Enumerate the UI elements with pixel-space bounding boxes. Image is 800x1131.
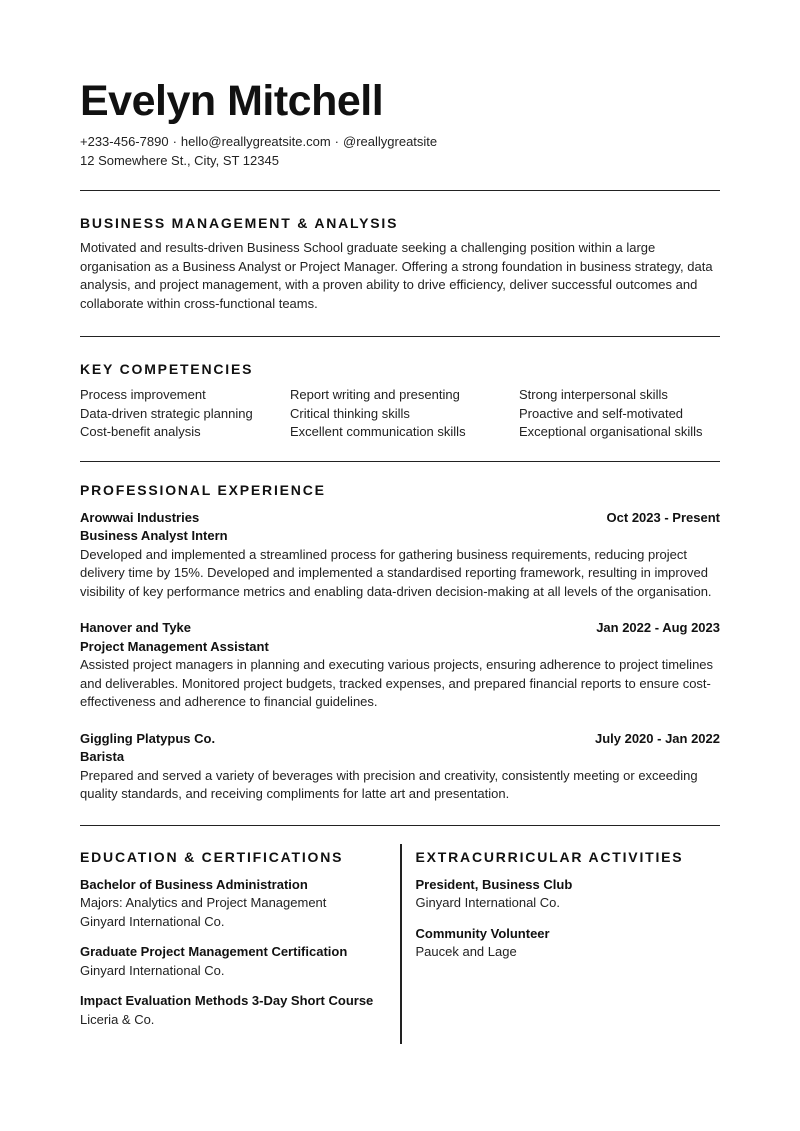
competency-item: Process improvement: [80, 387, 206, 402]
contact-info: [80, 132, 720, 170]
extracurricular-title: EXTRACURRICULAR ACTIVITIES: [415, 848, 684, 865]
competencies-column: [80, 386, 290, 442]
competencies-title: KEY COMPETENCIES: [80, 361, 254, 377]
resume-content: [80, 74, 720, 1044]
section-divider: [80, 461, 720, 462]
email-address: hello@reallygreatsite.com: [180, 134, 331, 149]
job-entry: [80, 509, 720, 602]
education-entry-title: Impact Evaluation Methods 3-Day Short Course: [80, 993, 374, 1008]
job-company: Arowwai Industries: [80, 509, 200, 525]
job-description: Prepared and served a variety of beverages with precision and creativity, consistently meeting or exceeding quality standards, and receiving compliments for latte art and presentation.: [80, 767, 698, 801]
job-header: [80, 619, 720, 638]
experience-list: [80, 509, 720, 804]
job-description: Assisted project managers in planning and executing various projects, ensuring adherence to project timelines and deliverables. Monitored project budgets, tracked expenses, and prepared financial reports to ensure cost-effectiveness and adherence to financial guidelines.: [80, 657, 714, 709]
bottom-columns: [80, 844, 720, 1044]
education-section: [80, 844, 385, 1044]
job-entry: [80, 730, 720, 804]
job-header: [80, 509, 720, 528]
education-entry-title: Graduate Project Management Certification: [80, 944, 348, 959]
phone-number: +233-456-7890: [80, 134, 169, 149]
contact-separator: ·: [172, 134, 177, 149]
job-company: Hanover and Tyke: [80, 620, 192, 635]
competency-item: Exceptional organisational skills: [519, 424, 703, 439]
social-handle: @reallygreatsite: [343, 134, 438, 149]
extracurricular-entry-line: Paucek and Lage: [415, 944, 517, 959]
street-address: 12 Somewhere St., City, ST 12345: [80, 153, 279, 168]
education-entry: [80, 943, 385, 980]
education-entry: [80, 992, 385, 1029]
extracurricular-entry-title: President, Business Club: [415, 876, 573, 892]
education-entry-title: Bachelor of Business Administration: [80, 876, 308, 892]
job-dates: Jan 2022 - Aug 2023: [596, 620, 720, 635]
job-role: Business Analyst Intern: [80, 528, 228, 543]
job-dates: Oct 2023 - Present: [606, 509, 720, 525]
education-title: EDUCATION & CERTIFICATIONS: [80, 848, 344, 865]
contact-separator: ·: [334, 134, 340, 149]
competency-item: Strong interpersonal skills: [519, 387, 668, 402]
section-divider: [80, 336, 720, 337]
extracurricular-list: [416, 876, 721, 962]
education-entry-line: Ginyard International Co.: [80, 962, 225, 978]
education-entry-line: Ginyard International Co.: [80, 913, 225, 929]
job-role: Project Management Assistant: [80, 638, 269, 654]
section-divider: [80, 190, 720, 191]
education-entry-line: Majors: Analytics and Project Management: [80, 895, 327, 910]
competency-item: Critical thinking skills: [290, 405, 410, 421]
extracurricular-entry: [416, 876, 721, 913]
education-entry: [80, 876, 385, 932]
contact-line: [80, 132, 720, 151]
job-dates: July 2020 - Jan 2022: [594, 730, 720, 746]
extracurricular-section: [416, 844, 721, 1044]
competency-item: Report writing and presenting: [290, 387, 460, 402]
experience-title: PROFESSIONAL EXPERIENCE: [80, 481, 326, 498]
job-company: Giggling Platypus Co.: [80, 730, 216, 746]
competency-item: Proactive and self-motivated: [519, 405, 684, 421]
job-entry: [80, 619, 720, 712]
competency-item: Data-driven strategic planning: [80, 405, 253, 421]
competencies-column: [519, 386, 720, 442]
competency-item: Excellent communication skills: [290, 424, 466, 439]
extracurricular-entry-title: Community Volunteer: [415, 925, 550, 941]
competencies-grid: [80, 386, 720, 442]
summary-text: Motivated and results-driven Business School graduate seeking a challenging position within a large organisation as a Business Analyst or Project Manager. Offering a strong foundation in business strategy, data analysis, and project management, with a proven ability to drive efficiency, deliver successful outcomes and collaborate within cross-functional teams.: [80, 240, 713, 311]
extracurricular-entry: [416, 925, 721, 962]
column-divider: [400, 844, 402, 1044]
job-role: Barista: [80, 749, 125, 764]
education-list: [80, 876, 385, 1030]
summary-title: BUSINESS MANAGEMENT & ANALYSIS: [80, 215, 399, 231]
extracurricular-entry-line: Ginyard International Co.: [415, 895, 561, 910]
candidate-name: Evelyn Mitchell: [80, 77, 384, 125]
competency-item: Cost-benefit analysis: [80, 424, 201, 439]
competencies-column: [290, 386, 519, 442]
job-header: [80, 730, 720, 749]
section-divider: [80, 825, 720, 826]
job-description: Developed and implemented a streamlined process for gathering business requirements, reducing project delivery time by 15%. Developed and implemented a standardised reporting framework, resulting in improved visibility of key performance metrics and enabling data-driven decision-making at all levels of the organisation.: [80, 546, 712, 599]
education-entry-line: Liceria & Co.: [80, 1011, 155, 1027]
